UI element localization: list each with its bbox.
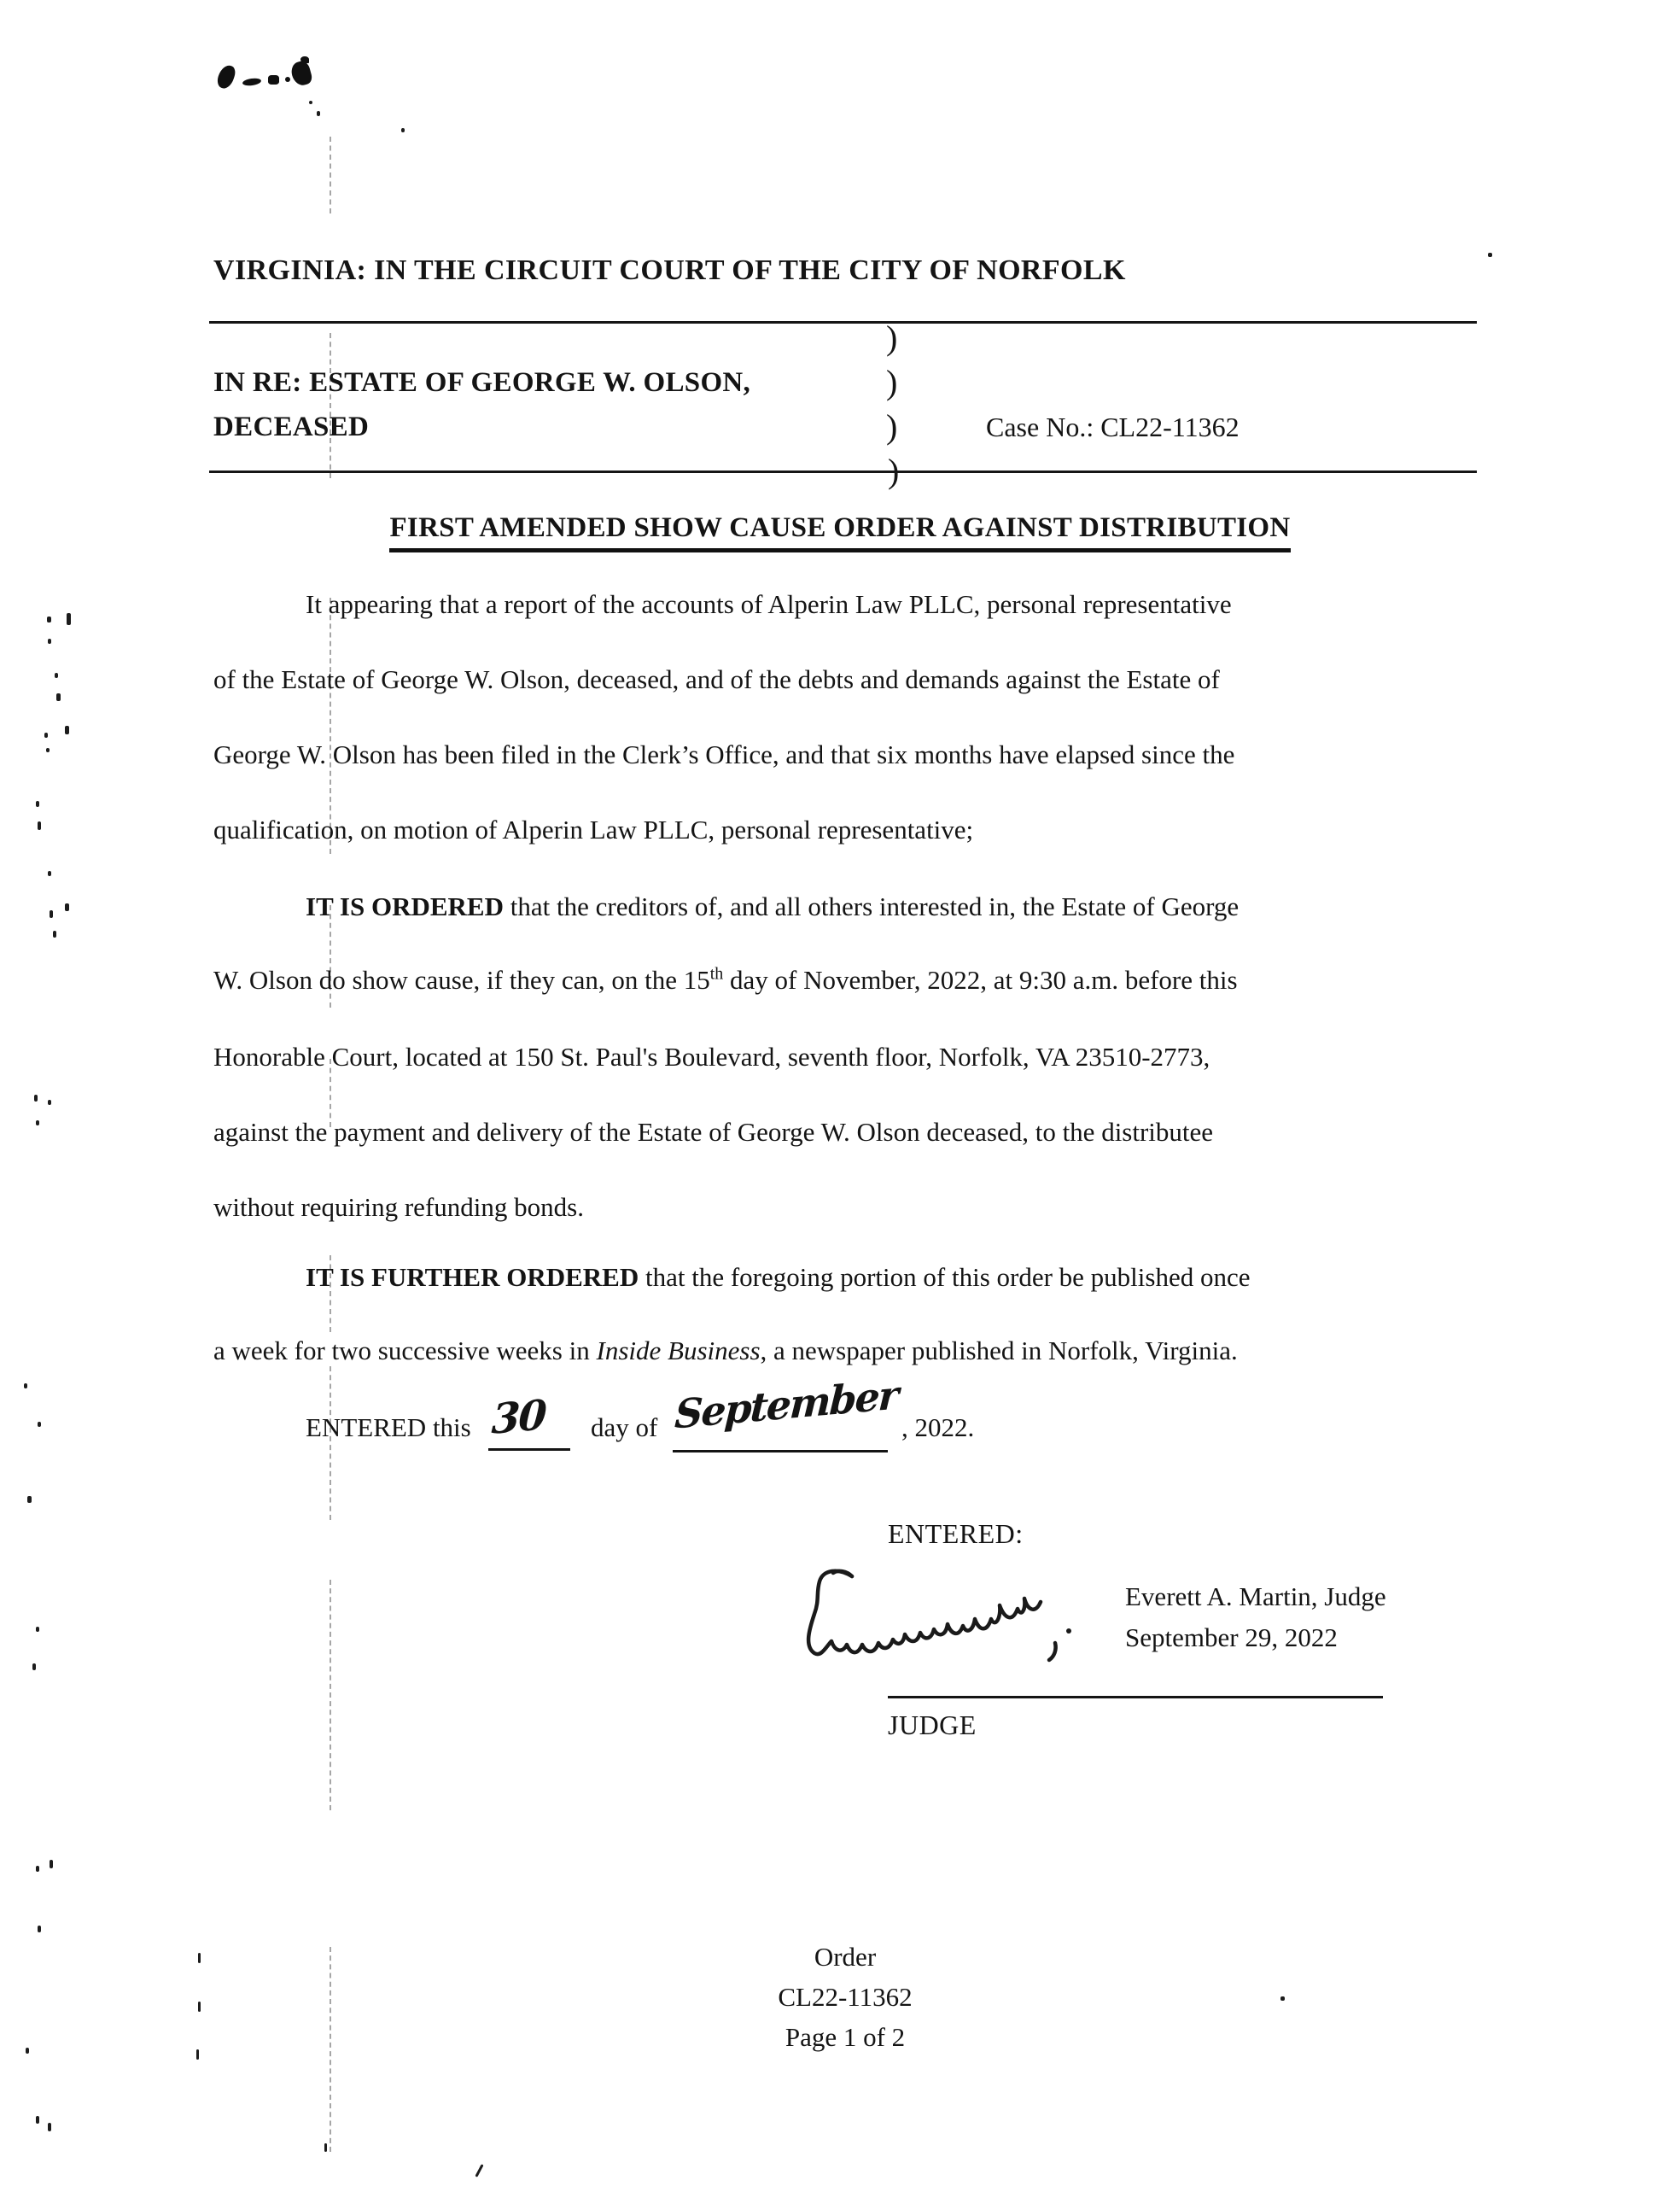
ink-speck bbox=[38, 1926, 41, 1932]
ordered-lead: IT IS ORDERED bbox=[306, 891, 505, 921]
p1-line1: It appearing that a report of the accounts of Alperin Law PLLC, personal representative bbox=[306, 589, 1232, 619]
ink-speck bbox=[50, 910, 53, 918]
entered-year: , 2022. bbox=[901, 1412, 975, 1442]
ink-speck bbox=[48, 2123, 51, 2131]
judge-signature bbox=[794, 1563, 1118, 1682]
ink-speck bbox=[65, 726, 69, 734]
footer-case-number: CL22-11362 bbox=[778, 1982, 913, 2012]
ink-blob bbox=[215, 63, 237, 91]
ink-speck bbox=[36, 1866, 39, 1872]
ink-speck bbox=[27, 1496, 32, 1503]
ink-blob bbox=[289, 60, 313, 88]
ink-speck bbox=[48, 871, 51, 876]
ink-speck bbox=[309, 101, 312, 104]
court-header: VIRGINIA: IN THE CIRCUIT COURT OF THE CITY OF NORFOLK bbox=[213, 254, 1126, 286]
ink-blob bbox=[242, 78, 262, 87]
signature-rule bbox=[888, 1696, 1383, 1698]
page-footer bbox=[674, 1937, 1016, 2057]
p2-line4: against the payment and delivery of the Estate of George W. Olson deceased, to the distributee bbox=[213, 1117, 1214, 1147]
day-of-text: day of bbox=[591, 1412, 658, 1442]
fold-line bbox=[330, 1947, 331, 2152]
ink-speck bbox=[34, 1095, 38, 1102]
entered-date-line bbox=[306, 1412, 471, 1443]
ink-speck bbox=[36, 1120, 39, 1125]
ink-speck bbox=[48, 639, 51, 644]
ink-speck bbox=[317, 111, 320, 116]
judge-name: Everett A. Martin, Judge bbox=[1125, 1581, 1386, 1611]
caption-paren: ) bbox=[886, 319, 898, 357]
case-number: Case No.: CL22-11362 bbox=[986, 412, 1240, 442]
ink-blob bbox=[285, 77, 290, 82]
ink-speck bbox=[48, 1100, 51, 1105]
ink-speck bbox=[1280, 1996, 1285, 2001]
p2-line1 bbox=[306, 891, 1239, 922]
ink-speck bbox=[55, 673, 58, 678]
caption-paren: ) bbox=[886, 363, 898, 401]
fold-line bbox=[330, 1366, 331, 1520]
ink-speck bbox=[198, 2002, 201, 2012]
ink-speck bbox=[65, 903, 69, 911]
p2-line1-rest: that the creditors of, and all others interested in, the Estate of George bbox=[504, 891, 1240, 921]
footer-doc-type: Order bbox=[814, 1942, 877, 1972]
ink-speck bbox=[198, 1953, 201, 1963]
month-blank bbox=[673, 1371, 899, 1452]
ordinal-superscript: th bbox=[709, 964, 724, 984]
p2-line2-a: W. Olson do show cause, if they can, on the 15 bbox=[213, 965, 710, 995]
p3-line1 bbox=[306, 1262, 1251, 1293]
handwritten-day: 30 bbox=[490, 1391, 547, 1444]
further-ordered-lead: IT IS FURTHER ORDERED bbox=[306, 1262, 639, 1292]
ink-speck bbox=[38, 1422, 41, 1427]
ink-speck bbox=[44, 733, 48, 738]
ink-speck bbox=[50, 1860, 53, 1868]
ink-speck bbox=[46, 748, 50, 752]
p2-line5: without requiring refunding bonds. bbox=[213, 1192, 584, 1222]
entered-label: ENTERED: bbox=[888, 1518, 1024, 1549]
ink-speck bbox=[47, 617, 51, 622]
newspaper-name: Inside Business bbox=[596, 1336, 761, 1365]
ink-speck bbox=[67, 613, 71, 625]
handwritten-month: September bbox=[674, 1371, 899, 1438]
day-blank bbox=[488, 1391, 570, 1451]
ink-blob bbox=[268, 75, 279, 85]
fold-line bbox=[330, 137, 331, 213]
ink-speck bbox=[36, 2116, 39, 2124]
ink-speck bbox=[1488, 253, 1492, 257]
judge-label: JUDGE bbox=[888, 1710, 977, 1740]
signed-date: September 29, 2022 bbox=[1125, 1622, 1338, 1652]
ink-speck bbox=[24, 1383, 27, 1388]
ink-speck bbox=[32, 1663, 36, 1670]
ink-speck bbox=[196, 2049, 199, 2060]
p3-line2-b: , a newspaper published in Norfolk, Virginia. bbox=[760, 1336, 1238, 1365]
ink-speck bbox=[26, 2048, 29, 2054]
p3-line2-a: a week for two successive weeks in bbox=[213, 1336, 597, 1365]
caption-party-line1: IN RE: ESTATE OF GEORGE W. OLSON, bbox=[213, 367, 751, 398]
divider-rule bbox=[209, 471, 1477, 473]
divider-rule bbox=[209, 321, 1477, 324]
caption-party-line2: DECEASED bbox=[213, 412, 370, 442]
order-title: FIRST AMENDED SHOW CAUSE ORDER AGAINST DISTRIBUTION bbox=[389, 512, 1290, 552]
footer-page-number: Page 1 of 2 bbox=[785, 2022, 906, 2052]
p1-line4: qualification, on motion of Alperin Law PLLC, personal representative; bbox=[213, 815, 974, 845]
p2-line3: Honorable Court, located at 150 St. Paul's Boulevard, seventh floor, Norfolk, VA 23510-2773, bbox=[213, 1042, 1210, 1072]
p2-line2 bbox=[213, 965, 1238, 996]
ink-speck bbox=[56, 693, 61, 701]
ink-speck bbox=[475, 2164, 483, 2177]
fold-line bbox=[330, 333, 331, 478]
ink-speck bbox=[324, 2143, 327, 2152]
ink-speck bbox=[38, 821, 41, 830]
ink-speck bbox=[36, 801, 39, 807]
ink-speck bbox=[53, 931, 56, 938]
caption-paren: ) bbox=[886, 407, 898, 446]
p1-line3: George W. Olson has been filed in the Clerk’s Office, and that six months have elapsed since the bbox=[213, 739, 1235, 769]
ink-blob bbox=[300, 56, 309, 63]
entered-prefix: ENTERED this bbox=[306, 1412, 471, 1442]
p1-line2: of the Estate of George W. Olson, deceased, and of the debts and demands against the Estate of bbox=[213, 664, 1220, 694]
fold-line bbox=[330, 1580, 331, 1810]
ink-speck bbox=[36, 1627, 39, 1632]
p2-line2-b: day of November, 2022, at 9:30 a.m. before this bbox=[723, 965, 1238, 995]
ink-speck bbox=[401, 128, 405, 132]
p3-line1-rest: that the foregoing portion of this order be published once bbox=[639, 1262, 1251, 1292]
p3-line2 bbox=[213, 1336, 1238, 1366]
